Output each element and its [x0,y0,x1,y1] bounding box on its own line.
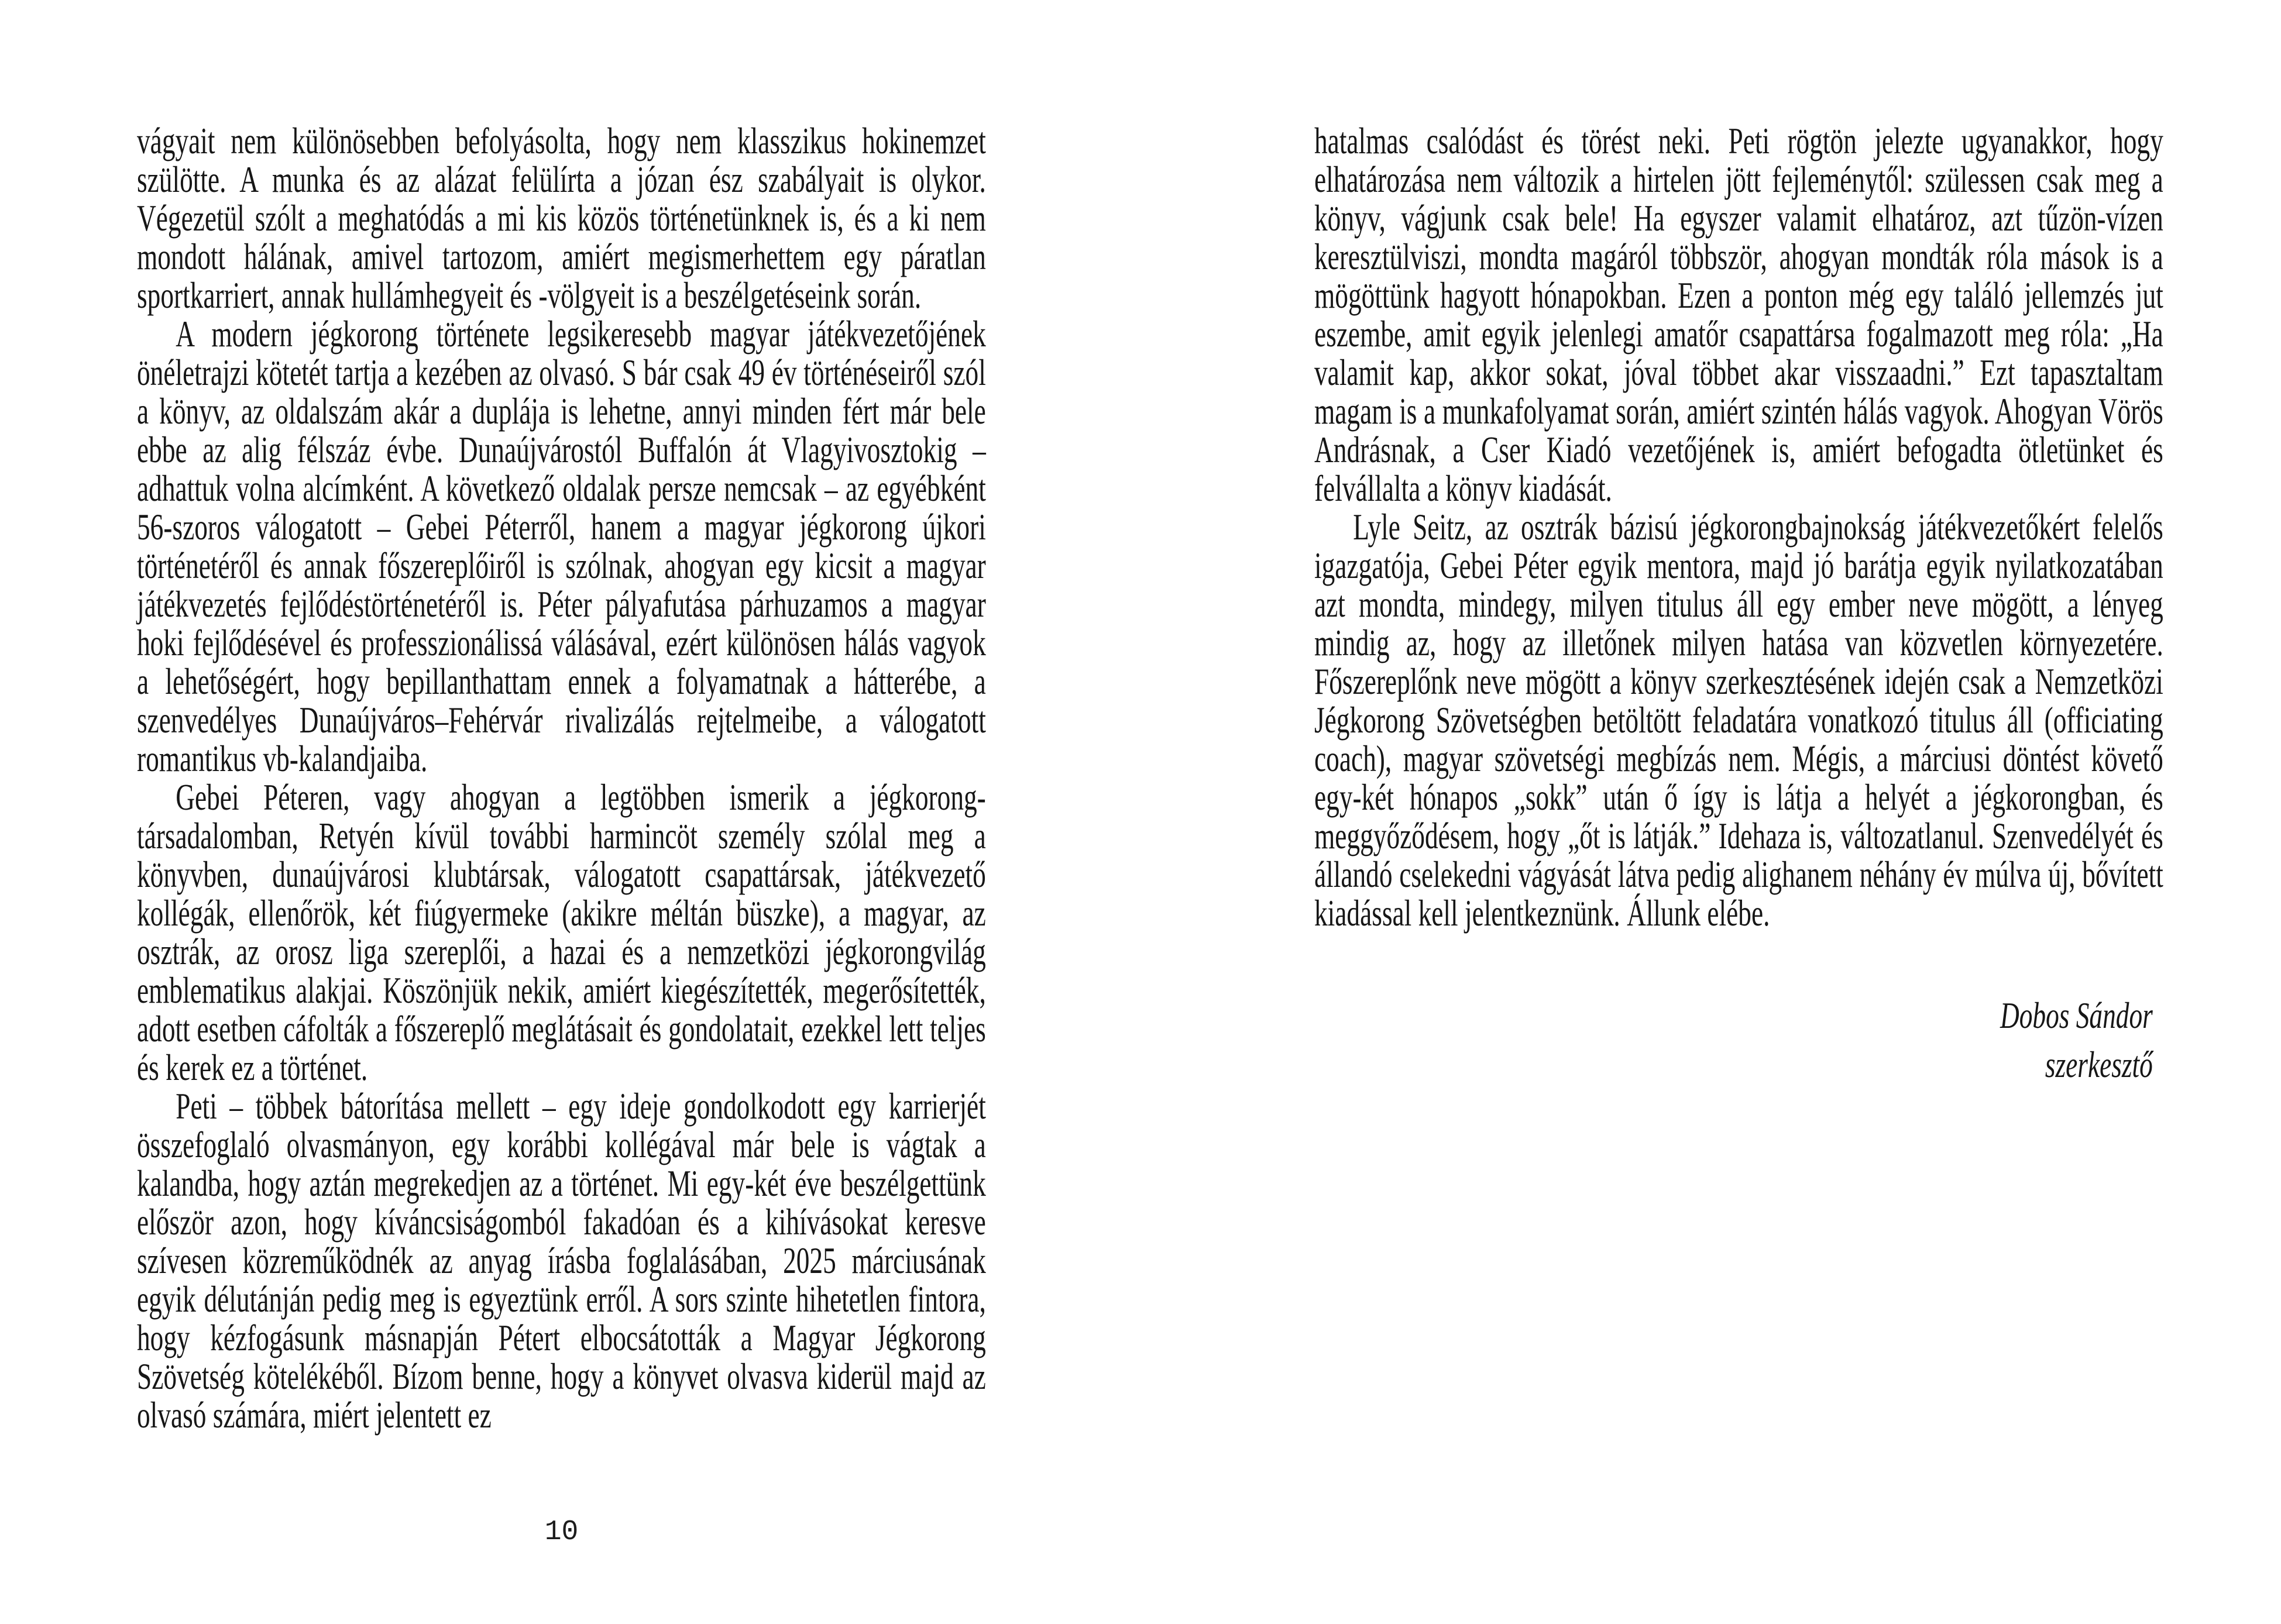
signature-role: szerkesztő [2045,1044,2153,1085]
paragraph: hatalmas csalódást és törést neki. Peti rögtön jelezte ugyanakkor, hogy elhatározása nem változik a hirtelen jött fejleménytől: szülessen csak meg a könyv, vágjunk csak bele! Ha egyszer valamit elhatároz, azt tűzön-vízen keresztülviszi, mondta magáról többször, ahogyan mondták róla mások is a mögöttünk hagyott hónapokban. Ezen a ponton még egy találó jellemzés jut eszembe, amit egyik jelenlegi amatőr csapattársa fogalmazott meg róla: „Ha valamit kap, akkor sokat, jóval többet akar visszaadni.” Ezt tapasztaltam magam is a munkafolyamat során, amiért szintén hálás vagyok. Ahogyan Vörös Andrásnak, a Cser Kiadó vezetőjének is, amiért befogadta ötletünket és felvállalta a könyv kiadását. [1314,121,2163,509]
right-text-column [1314,122,2163,1089]
signature-name: Dobos Sándor [2000,995,2153,1036]
right-page [1140,0,2281,1624]
paragraph: Gebei Péteren, vagy ahogyan a legtöbben ismerik a jégkorong-társadalomban, Retyén kívül további harmincöt személy szólal meg a könyvben, dunaújvárosi klubtársak, válogatott csapattársak, játékvezető kollégák, ellenőrök, két fiúgyermeke (akikre méltán büszke), a magyar, az osztrák, az orosz liga szereplői, a hazai és a nemzetközi jégkorongvilág emblematikus alakjai. Köszönjük nekik, amiért kiegészítették, megerősítették, adott esetben cáfolták a főszereplő meglátásait és gondolatait, ezekkel lett teljes és kerek ez a történet. [137,777,986,1088]
signature-block [1314,991,2163,1089]
paragraph: A modern jégkorong története legsikeresebb magyar játékvezetőjének önéletrajzi kötetét tartja a kezében az olvasó. S bár csak 49 év történéseiről szól a könyv, az oldalszám akár a duplája is lehetne, annyi minden fért már bele ebbe az alig félszáz évbe. Dunaújvárostól Buffalón át Vlagyivosztokig – adhattuk volna alcímként. A következő oldalak persze nemcsak – az egyébként 56-szoros válogatott – Gebei Péterről, hanem a magyar jégkorong újkori történetéről és annak főszereplőiről is szólnak, ahogyan egy kicsit a magyar játékvezetés fejlődéstörténetéről is. Péter pályafutása párhuzamos a magyar hoki fejlődésével és professzionálissá válásával, ezért különösen hálás vagyok a lehetőségért, hogy bepillanthattam ennek a folyamatnak a hátterébe, a szenvedélyes Dunaújváros–Fehérvár rivalizálás rejtelmeibe, a válogatott romantikus vb-kalandjaiba. [137,314,986,779]
page-number: 10 [544,1516,579,1548]
left-text-column [137,122,986,1434]
left-page [0,0,1140,1624]
paragraph: vágyait nem különösebben befolyásolta, hogy nem klasszikus hokinemzet szülötte. A munka és az alázat felülírta a józan ész szabályait is olykor. Végezetül szólt a meghatódás a mi kis közös történetünknek is, és a ki nem mondott hálának, amivel tartozom, amiért megismerhettem egy páratlan sportkarriert, annak hullámhegyeit és -völgyeit is a beszélgetéseink során. [137,121,986,316]
paragraph: Lyle Seitz, az osztrák bázisú jégkorongbajnokság játékvezetőkért felelős igazgatója, Gebei Péter egyik mentora, majd jó barátja egyik nyilatkozatában azt mondta, mindegy, milyen titulus áll egy ember neve mögött, a lényeg mindig az, hogy az illetőnek milyen hatása van közvetlen környezetére. Főszereplőnk neve mögött a könyv szerkesztésének idején csak a Nemzetközi Jégkorong Szövetségben betöltött feladatára vonatkozó titulus áll (officiating coach), magyar szövetségi megbízás nem. Mégis, a márciusi döntést követő egy-két hónapos „sokk” után ő így is látja a helyét a jégkorongban, és meggyőződésem, hogy „őt is látják.” Idehaza is, változatlanul. Szenvedélyét és állandó cselekedni vágyását látva pedig alighanem néhány év múlva új, bővített kiadással kell jelentkeznünk. Állunk elébe. [1314,507,2163,934]
paragraph: Peti – többek bátorítása mellett – egy ideje gondolkodott egy karrierjét összefoglaló olvasmányon, egy korábbi kollégával már bele is vágtak a kalandba, hogy aztán megrekedjen az a történet. Mi egy-két éve beszélgettünk először azon, hogy kíváncsiságomból fakadóan és a kihívásokat keresve szívesen közreműködnék az anyag írásba foglalásában, 2025 márciusának egyik délutánján pedig meg is egyeztünk erről. A sors szinte hihetetlen fintora, hogy kézfogásunk másnapján Pétert elbocsátották a Magyar Jégkorong Szövetség kötelékéből. Bízom benne, hogy a könyvet olvasva kiderül majd az olvasó számára, miért jelentett ez [137,1086,986,1436]
